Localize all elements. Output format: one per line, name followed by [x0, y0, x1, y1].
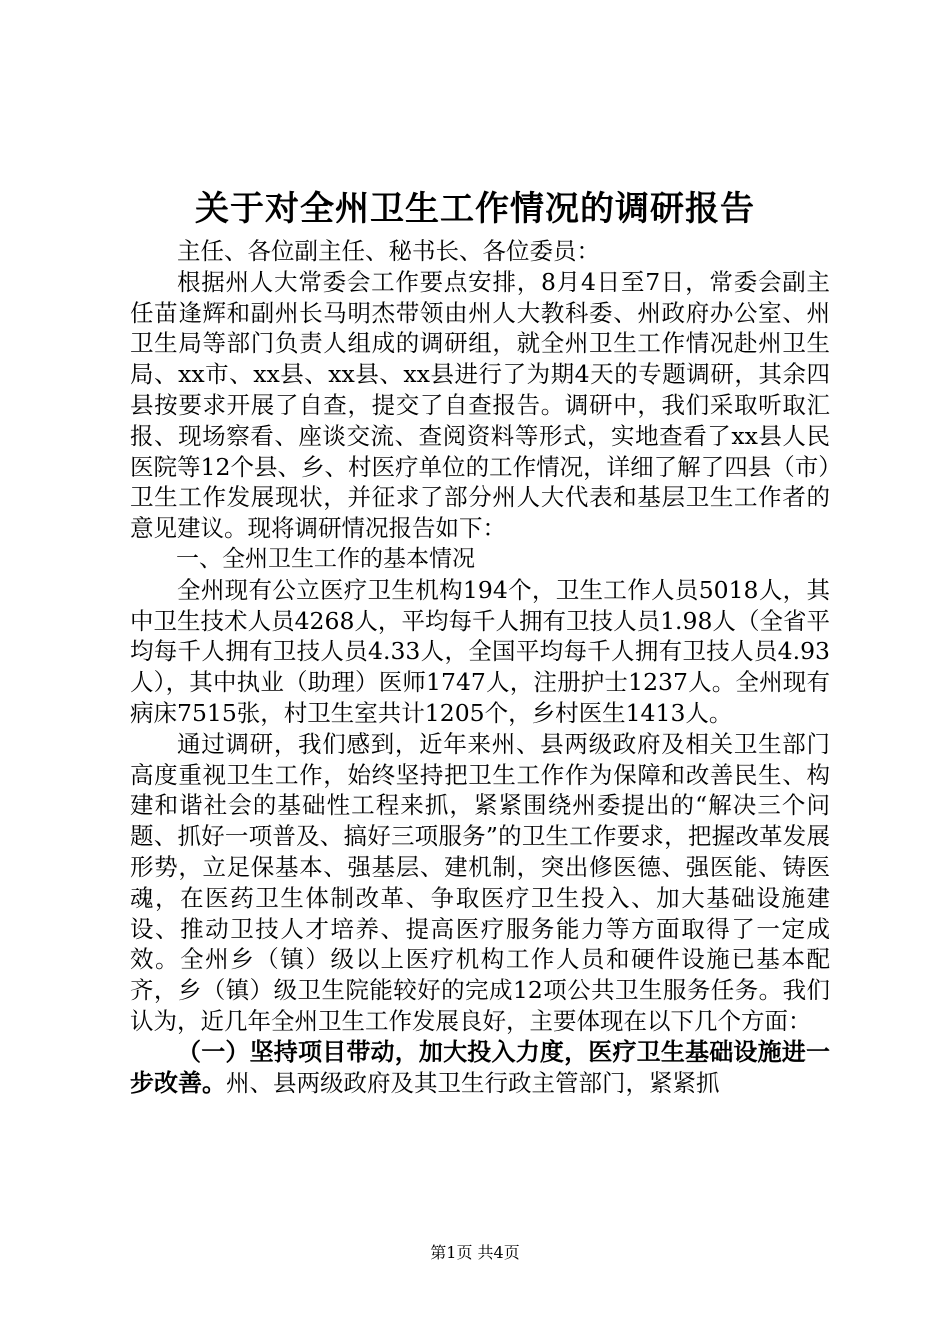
subsection-heading: （一）坚持项目带动，加大投入力度，医疗卫生基础设施进一步改善。 [130, 1037, 830, 1097]
intro-paragraph: 根据州人大常委会工作要点安排，8月4日至7日，常委会副主任苗逢辉和副州长马明杰带领由州人大教科委、州政府办公室、州卫生局等部门负责人组成的调研组，就全州卫生工作情况赴州卫生局、xx市、xx县、xx县、xx县进行了为期4天的专题调研，其余四县按要求开展了自查，提交了自查报告。调研中，我们采取听取汇报、现场察看、座谈交流、查阅资料等形式，实地查看了xx县人民医院等12个县、乡、村医疗单位的工作情况，详细了解了四县（市）卫生工作发展现状，并征求了部分州人大代表和基层卫生工作者的意见建议。现将调研情况报告如下： [130, 267, 830, 543]
document-body [130, 236, 830, 1098]
subsection-paragraph [130, 1037, 830, 1099]
salutation: 主任、各位副主任、秘书长、各位委员： [177, 237, 600, 265]
achievements-paragraph: 通过调研，我们感到，近年来州、县两级政府及相关卫生部门高度重视卫生工作，始终坚持把卫生工作作为保障和改善民生、构建和谐社会的基础性工程来抓，紧紧围绕州委提出的“解决三个问题、抓好一项普及、搞好三项服务”的卫生工作要求，把握改革发展形势，立足保基本、强基层、建机制，突出修医德、强医能、铸医魂，在医药卫生体制改革、争取医疗卫生投入、加大基础设施建设、推动卫技人才培养、提高医疗服务能力等方面取得了一定成效。全州乡（镇）级以上医疗机构工作人员和硬件设施已基本配齐，乡（镇）级卫生院能较好的完成12项公共卫生服务任务。我们认为，近几年全州卫生工作发展良好，主要体现在以下几个方面： [130, 729, 830, 1035]
subsection-text: 州、县两级政府及其卫生行政主管部门，紧紧抓 [226, 1068, 720, 1097]
document-title: 关于对全州卫生工作情况的调研报告 [195, 189, 755, 229]
page-footer: 第1页 共4页 [430, 1243, 520, 1262]
section-heading: 一、全州卫生工作的基本情况 [176, 545, 475, 572]
stats-paragraph: 全州现有公立医疗卫生机构194个，卫生工作人员5018人，其中卫生技术人员4268人，平均每千人拥有卫技人员1.98人（全省平均每千人拥有卫技人员4.33人，全国平均每千人拥有卫技人员4.93人），其中执业（助理）医师1747人，注册护士1237人。全州现有病床7515张，村卫生室共计1205个，乡村医生1413人。 [130, 575, 830, 727]
